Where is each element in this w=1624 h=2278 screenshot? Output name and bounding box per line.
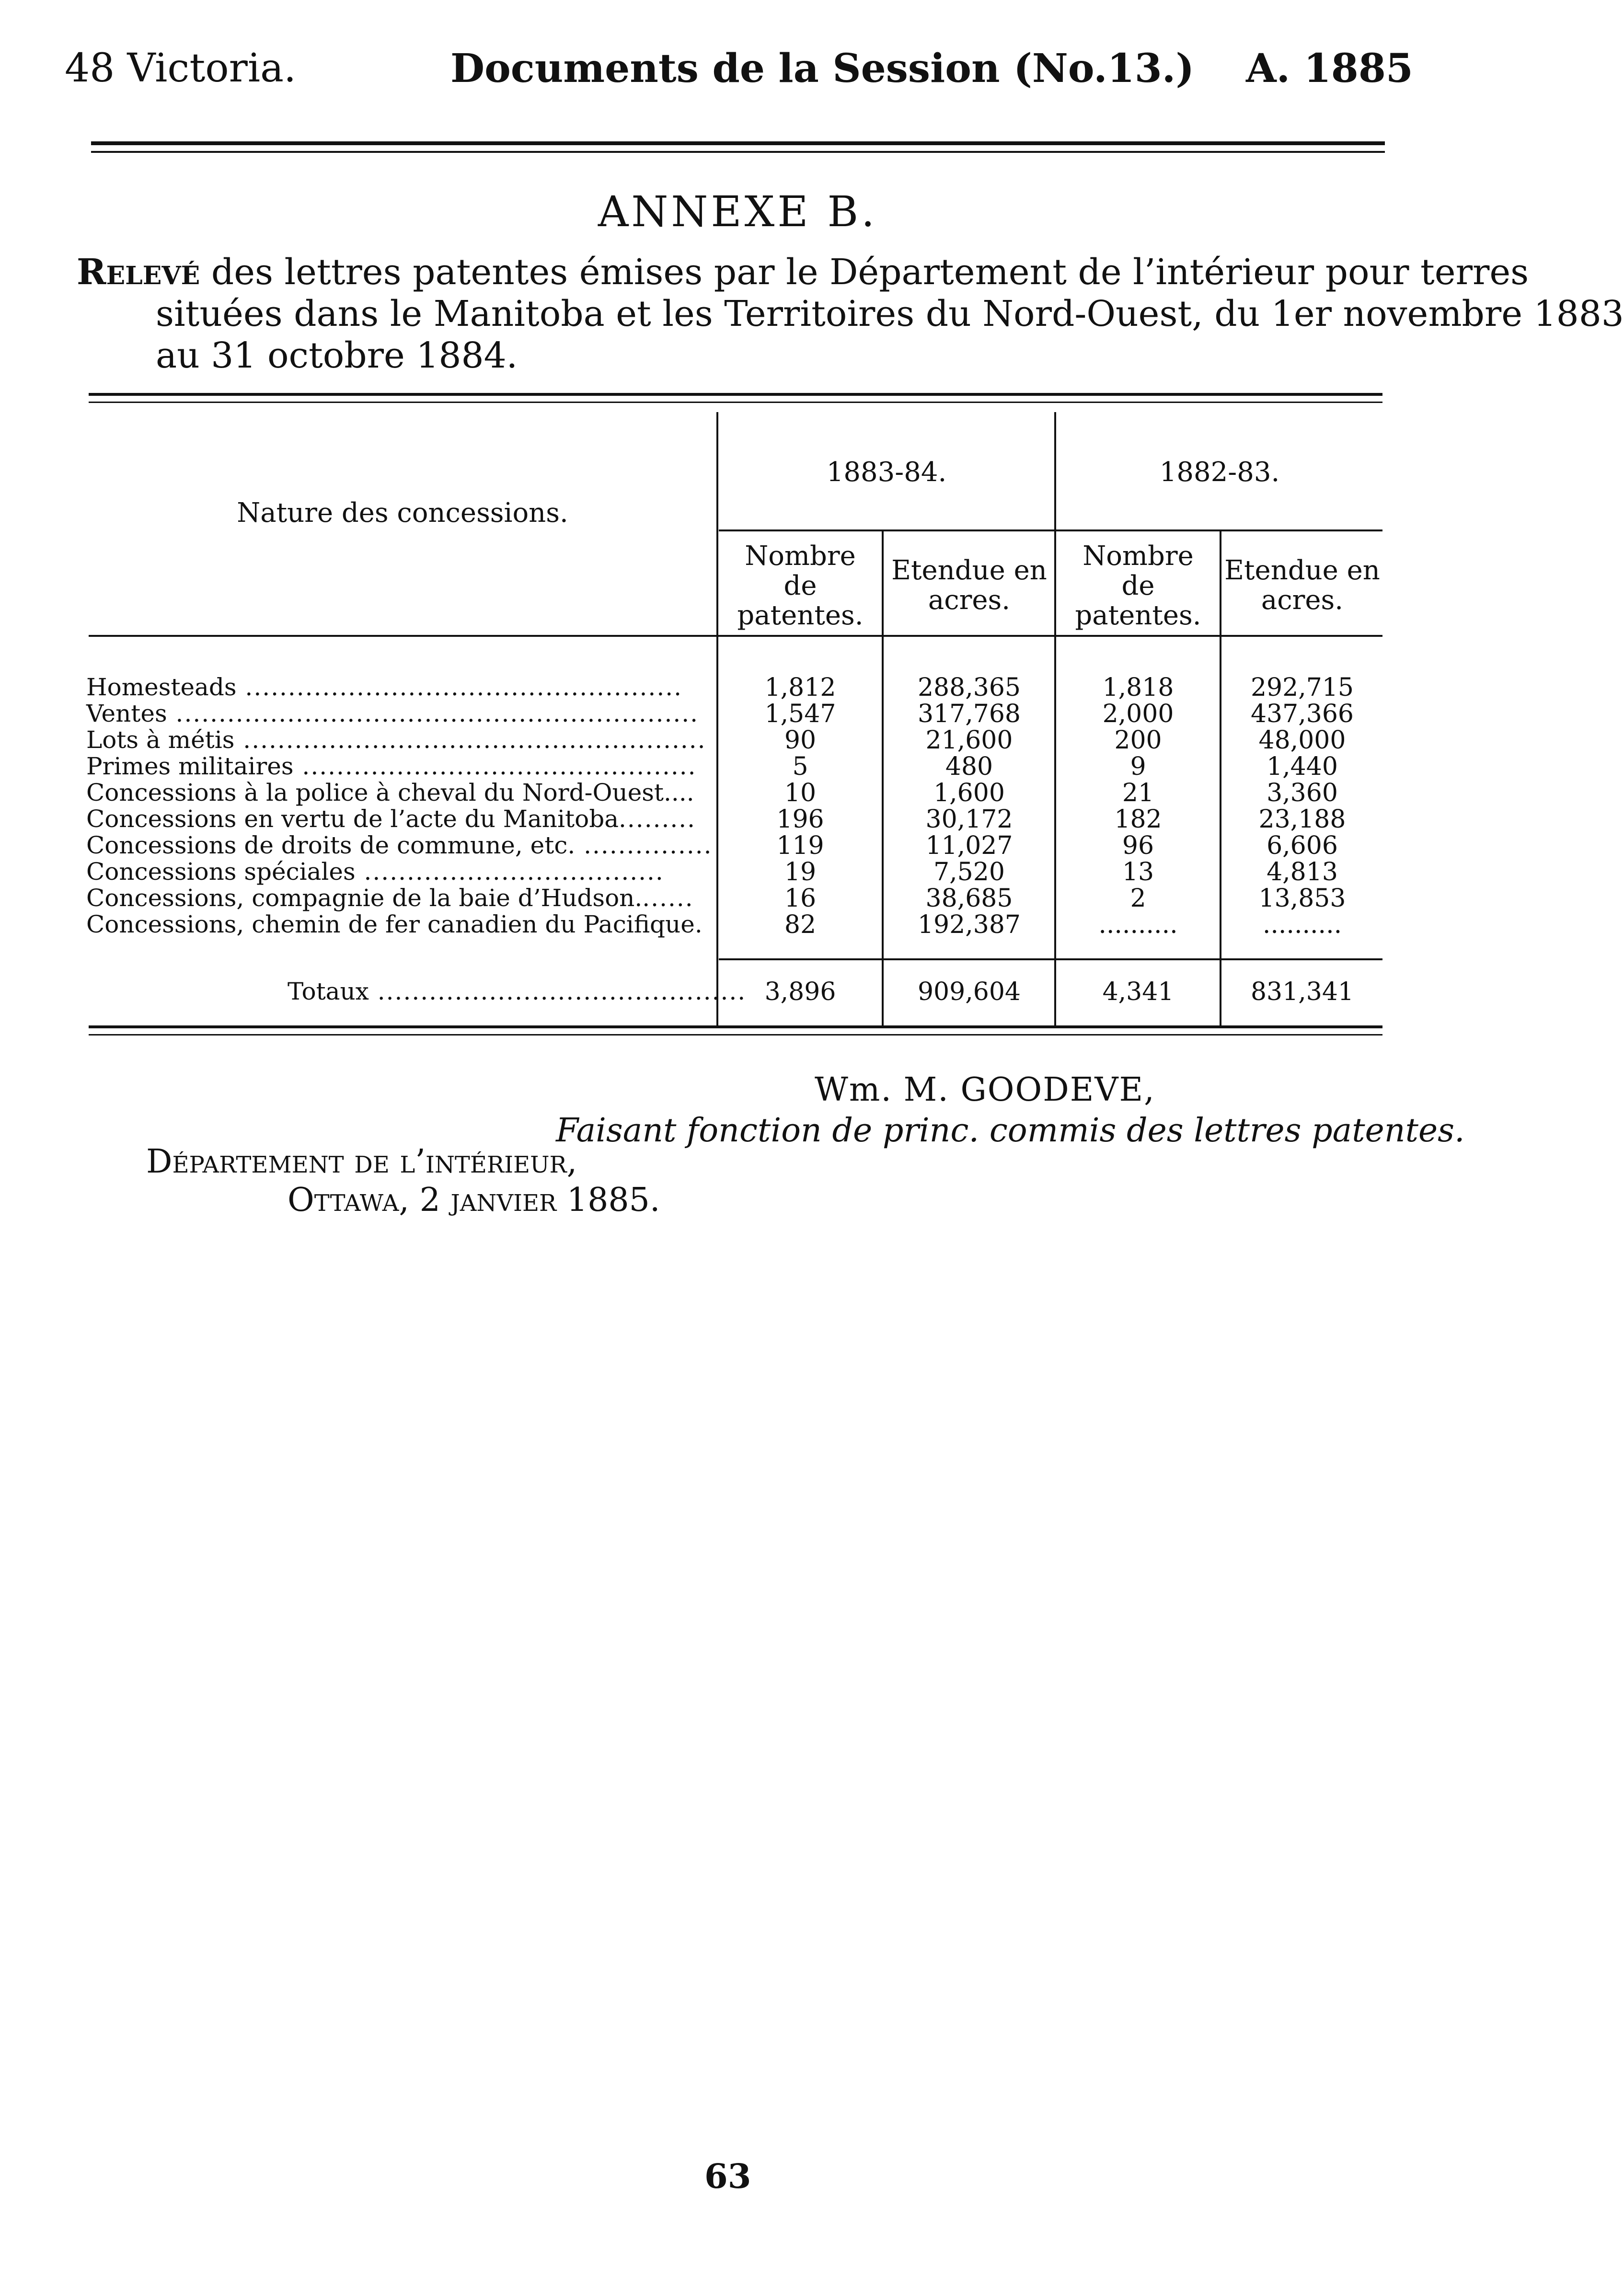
- cell-a-nombre: 5: [792, 752, 808, 781]
- header-center: Documents de la Session (No.13.): [450, 46, 1195, 92]
- header-nombre-b-l3: patentes.: [1075, 600, 1201, 631]
- row-label: Ventes .............................................................: [86, 700, 699, 727]
- intro-line-2: situées dans le Manitoba et les Territoires du Nord-Ouest, du 1er novembre 1883: [156, 293, 1624, 334]
- cell-b-etendue: 3,360: [1267, 779, 1338, 807]
- cell-a-etendue: 192,387: [917, 910, 1021, 939]
- row-label: Primes militaires ..............................................: [86, 752, 697, 780]
- cell-a-etendue: 38,685: [925, 884, 1013, 913]
- row-label-text: Ventes: [86, 700, 167, 727]
- row-label-text: Concessions, chemin de fer canadien du Pacifique.: [86, 910, 703, 938]
- table-rule-header-bottom: [89, 635, 1382, 637]
- signature-department: Département de l’intérieur,: [146, 1143, 577, 1181]
- cell-a-nombre: 16: [784, 884, 817, 913]
- cell-b-nombre: 96: [1122, 831, 1154, 860]
- table-rule-bottom-2: [89, 1034, 1382, 1035]
- header-period-a: 1883-84.: [826, 457, 947, 488]
- row-label: Concessions en vertu de l’acte du Manitoba.........: [86, 805, 696, 833]
- header-nombre-b-l1: Nombre: [1083, 541, 1194, 572]
- cell-b-etendue: 13,853: [1258, 884, 1346, 913]
- cell-b-nombre: 13: [1122, 858, 1154, 886]
- header-nombre-b-l2: de: [1121, 570, 1155, 601]
- totals-b-nombre: 4,341: [1102, 978, 1174, 1006]
- cell-a-etendue: 7,520: [933, 858, 1005, 886]
- cell-b-nombre: 2: [1130, 884, 1146, 913]
- cell-a-etendue: 1,600: [933, 779, 1005, 807]
- row-label: [86, 779, 704, 806]
- cell-b-etendue: 6,606: [1267, 831, 1338, 860]
- cell-a-nombre: 82: [784, 910, 817, 939]
- header-nombre-a-l3: patentes.: [737, 600, 864, 631]
- row-label-text: Lots à métis: [86, 726, 235, 754]
- totals-a-nombre: 3,896: [764, 978, 836, 1006]
- cell-a-nombre: 90: [784, 726, 817, 755]
- cell-b-etendue: 292,715: [1250, 673, 1354, 702]
- row-label: Homesteads ...................................................: [86, 673, 682, 701]
- cell-a-etendue: 480: [945, 752, 993, 781]
- header-nature: Nature des concessions.: [237, 497, 568, 529]
- header-etendue-a-l2: acres.: [928, 585, 1011, 616]
- totals-a-etendue: 909,604: [917, 978, 1021, 1006]
- header-period-b: 1882-83.: [1159, 457, 1280, 488]
- row-label: Concessions spéciales ...................................: [86, 858, 664, 886]
- cell-b-etendue: 4,813: [1267, 858, 1338, 886]
- intro-text-1: des lettres patentes émises par le Département de l’intérieur pour terres: [200, 252, 1529, 293]
- cell-b-etendue: ..........: [1262, 910, 1342, 939]
- row-label: Concessions, compagnie de la baie d’Hudson.......: [86, 884, 694, 912]
- row-label: Concessions de droits de commune, etc. ...............: [86, 831, 713, 859]
- signature-role: Faisant fonction de princ. commis des lettres patentes.: [556, 1112, 1465, 1150]
- cell-a-nombre: 19: [784, 858, 817, 886]
- col-divider-2: [882, 529, 884, 1025]
- cell-a-nombre: 1,812: [764, 673, 836, 702]
- cell-a-etendue: 288,365: [917, 673, 1021, 702]
- header-nombre-a-l1: Nombre: [745, 541, 856, 572]
- header-left: 48 Victoria.: [65, 46, 297, 91]
- header-etendue-b-l2: acres.: [1261, 585, 1344, 616]
- header-rule-top: [91, 141, 1385, 145]
- header-rule-bottom: [91, 151, 1385, 153]
- cell-a-etendue: 317,768: [917, 700, 1021, 728]
- row-label-text: Concessions spéciales: [86, 858, 356, 886]
- cell-b-nombre: 1,818: [1102, 673, 1174, 702]
- cell-b-nombre: 21: [1122, 779, 1154, 807]
- annex-title: ANNEXE B.: [598, 187, 878, 236]
- table-rule-top-1: [89, 393, 1382, 396]
- signature-place-date: Ottawa, 2 janvier 1885.: [288, 1181, 660, 1219]
- col-divider-1: [716, 412, 718, 1025]
- table-rule-top-2: [89, 402, 1382, 403]
- header-etendue-a-l1: Etendue en: [891, 555, 1047, 586]
- table-rule-subheader: [719, 529, 1382, 531]
- cell-b-nombre: 182: [1114, 805, 1162, 834]
- cell-b-etendue: 23,188: [1258, 805, 1346, 834]
- cell-b-etendue: 437,366: [1250, 700, 1354, 728]
- row-label-text: Concessions à la police à cheval du Nord-Ouest....: [86, 779, 694, 806]
- row-label-text: Primes militaires: [86, 752, 294, 780]
- cell-b-nombre: ..........: [1098, 910, 1178, 939]
- signature-name: Wm. M. GOODEVE,: [815, 1071, 1155, 1109]
- intro-line-1: [77, 252, 1529, 293]
- cell-a-etendue: 21,600: [925, 726, 1013, 755]
- row-label-text: Concessions de droits de commune, etc.: [86, 831, 576, 859]
- intro-line-3: au 31 octobre 1884.: [156, 335, 518, 376]
- table-rule-bottom-1: [89, 1025, 1382, 1028]
- cell-b-etendue: 1,440: [1267, 752, 1338, 781]
- col-divider-3: [1054, 412, 1056, 1025]
- header-nombre-a: [719, 541, 882, 631]
- row-label-text: Concessions en vertu de l’acte du Manitoba: [86, 805, 619, 833]
- cell-b-nombre: 2,000: [1102, 700, 1174, 728]
- cell-a-nombre: 1,547: [764, 700, 836, 728]
- header-etendue-b: [1222, 556, 1382, 615]
- header-etendue-a: [884, 556, 1054, 615]
- cell-b-nombre: 200: [1114, 726, 1162, 755]
- header-etendue-b-l1: Etendue en: [1224, 555, 1380, 586]
- totals-b-etendue: 831,341: [1250, 978, 1354, 1006]
- totals-label-text: Totaux: [288, 978, 369, 1005]
- intro-lead: Relevé: [77, 252, 200, 293]
- header-nombre-b: [1057, 541, 1220, 631]
- row-label-text: Homesteads: [86, 673, 237, 701]
- cell-a-nombre: 119: [776, 831, 824, 860]
- page-number: 63: [704, 2156, 751, 2196]
- cell-a-nombre: 10: [784, 779, 817, 807]
- cell-a-etendue: 30,172: [925, 805, 1013, 834]
- table-rule-before-totals: [719, 958, 1382, 960]
- row-label-text: Concessions, compagnie de la baie d’Hudson.: [86, 884, 643, 912]
- row-label: [86, 910, 704, 938]
- cell-b-nombre: 9: [1130, 752, 1146, 781]
- col-divider-4: [1220, 529, 1221, 1025]
- totals-label: Totaux ...........................................: [288, 978, 747, 1005]
- cell-a-nombre: 196: [776, 805, 824, 834]
- cell-a-etendue: 11,027: [925, 831, 1013, 860]
- row-label: Lots à métis ......................................................: [86, 726, 706, 754]
- cell-b-etendue: 48,000: [1258, 726, 1346, 755]
- header-nombre-a-l2: de: [783, 570, 817, 601]
- header-right: A. 1885: [1246, 46, 1413, 92]
